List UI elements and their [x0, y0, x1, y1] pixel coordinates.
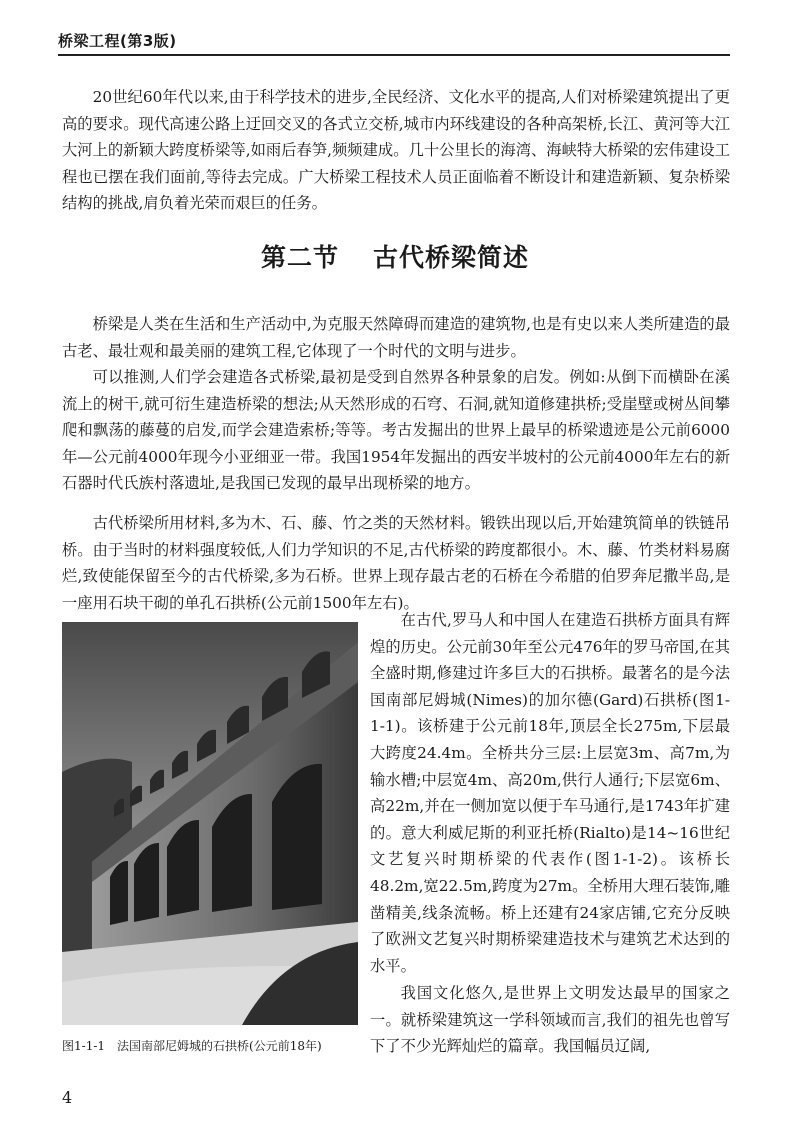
paragraph-roman-arches: 在古代,罗马人和中国人在建造石拱桥方面具有辉煌的历史。公元前30年至公元476年的罗马帝国,在其全盛时期,修建过许多巨大的石拱桥。最著名的是今法国南部尼姆城(Nimes)的加尔德(Gard)石拱桥(图1-1-1)。该桥建于公元前18年,顶层全长275m,下层最大跨度24.4m。全桥共分三层:上层宽3m、高7m,为输水槽;中层宽4m、高20m,供行人通行;下层宽6m、高22m,并在一侧加宽以便于车马通行,是1743年扩建的。意大利威尼斯的利亚托桥(Rialto)是14~16世纪文艺复兴时期桥梁的代表作(图1-1-2)。该桥长48.2m,宽22.5m,跨度为27m。全桥用大理石装饰,雕凿精美,线条流畅。桥上还建有24家店铺,它充分反映了欧洲文艺复兴时期桥梁建造技术与建筑艺术达到的水平。 — [370, 611, 730, 975]
figure-number: 图1-1-1 — [62, 1039, 106, 1053]
section-heading — [0, 238, 790, 274]
running-header — [58, 28, 730, 56]
figure-caption-text: 法国南部尼姆城的石拱桥(公元前18年) — [117, 1039, 322, 1053]
paragraph-bridge-definition: 桥梁是人类在生活和生产活动中,为克服天然障碍而建造的建筑物,也是有史以来人类所建造的最古老、最壮观和最美丽的建筑工程,它体现了一个时代的文明与进步。 — [62, 315, 730, 360]
pont-du-gard-photo — [62, 622, 358, 1025]
page-number: 4 — [62, 1088, 73, 1107]
paragraph-bridge-origins: 可以推测,人们学会建造各式桥梁,最初是受到自然界各种景象的启发。例如:从倒下而横卧在溪流上的树干,就可衍生建造桥梁的想法;从天然形成的石穹、石洞,就知道修建拱桥;受崖壁或树丛间攀爬和飘荡的藤蔓的启发,而学会建造索桥;等等。考古发掘出的世界上最早的桥梁遗迹是公元前6000年—公元前4000年现今小亚细亚一带。我国1954年发掘出的西安半坡村的公元前4000年左右的新石器时代氏族村落遗址,是我国已发现的最早出现桥梁的地方。 — [62, 368, 730, 493]
paragraph-ancient-materials: 古代桥梁所用材料,多为木、石、藤、竹之类的天然材料。锻铁出现以后,开始建筑简单的铁链吊桥。由于当时的材料强度较低,人们力学知识的不足,古代桥梁的跨度都很小。木、藤、竹类材料易腐烂,致使能保留至今的古代桥梁,多为石桥。世界上现存最古老的石桥在今希腊的伯罗奔尼撒半岛,是一座用石块干砌的单孔石拱桥(公元前1500年左右)。 — [62, 514, 730, 612]
section-title: 古代桥梁简述 — [373, 243, 530, 272]
running-title: 桥梁工程(第3版) — [58, 32, 177, 50]
paragraph-modern-bridges: 20世纪60年代以来,由于科学技术的进步,全民经济、文化水平的提高,人们对桥梁建筑提出了更高的要求。现代高速公路上迂回交叉的各式立交桥,城市内环线建设的各种高架桥,长江、黄河等大江大河上的新颖大跨度桥梁等,如雨后春笋,频频建成。几十公里长的海湾、海峡特大桥梁的宏伟建设工程也已摆在我们面前,等待去完成。广大桥梁工程技术人员正面临着不断设计和建造新颖、复杂桥梁结构的挑战,肩负着光荣而艰巨的任务。 — [62, 88, 730, 213]
section-number: 第二节 — [260, 243, 339, 272]
paragraph-chinese-bridges: 我国文化悠久,是世界上文明发达最早的国家之一。就桥梁建筑这一学科领域而言,我们的祖先也曾写下了不少光辉灿烂的篇章。我国幅员辽阔, — [370, 984, 730, 1056]
figure-caption — [62, 1038, 358, 1054]
